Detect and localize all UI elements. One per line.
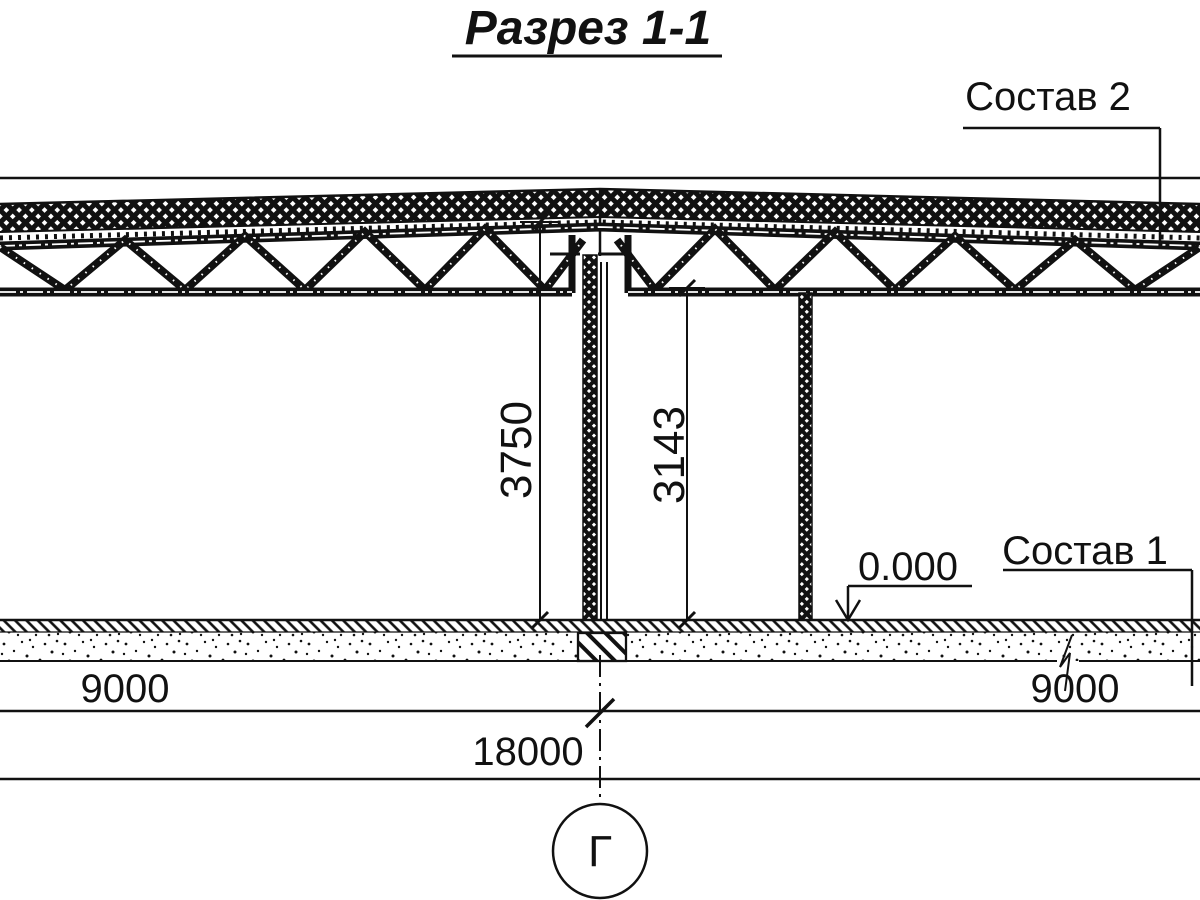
dim-span-right-text: 9000 [1030, 667, 1120, 711]
dim-span-left-text: 9000 [80, 667, 170, 711]
column-intermediate-hatched [799, 293, 812, 621]
floor-screed-hatch [0, 621, 1200, 632]
callout-floor-text: Состав 1 [1002, 529, 1168, 573]
columns [583, 255, 812, 633]
foundation-block [578, 633, 626, 661]
callout-floor-composition [1002, 529, 1192, 686]
dim-3750-text: 3750 [492, 401, 541, 499]
grid-axis [553, 655, 647, 898]
dim-span-total-text: 18000 [472, 730, 584, 774]
elevation-zero-mark [836, 545, 972, 620]
callout-roof-text: Состав 2 [965, 75, 1131, 119]
elevation-zero-text: 0.000 [857, 545, 959, 589]
column-center-hatched [583, 255, 597, 633]
section-title: Разрез 1-1 [464, 2, 712, 55]
axis-label: Г [588, 827, 612, 876]
dim-3143-text: 3143 [645, 406, 694, 504]
